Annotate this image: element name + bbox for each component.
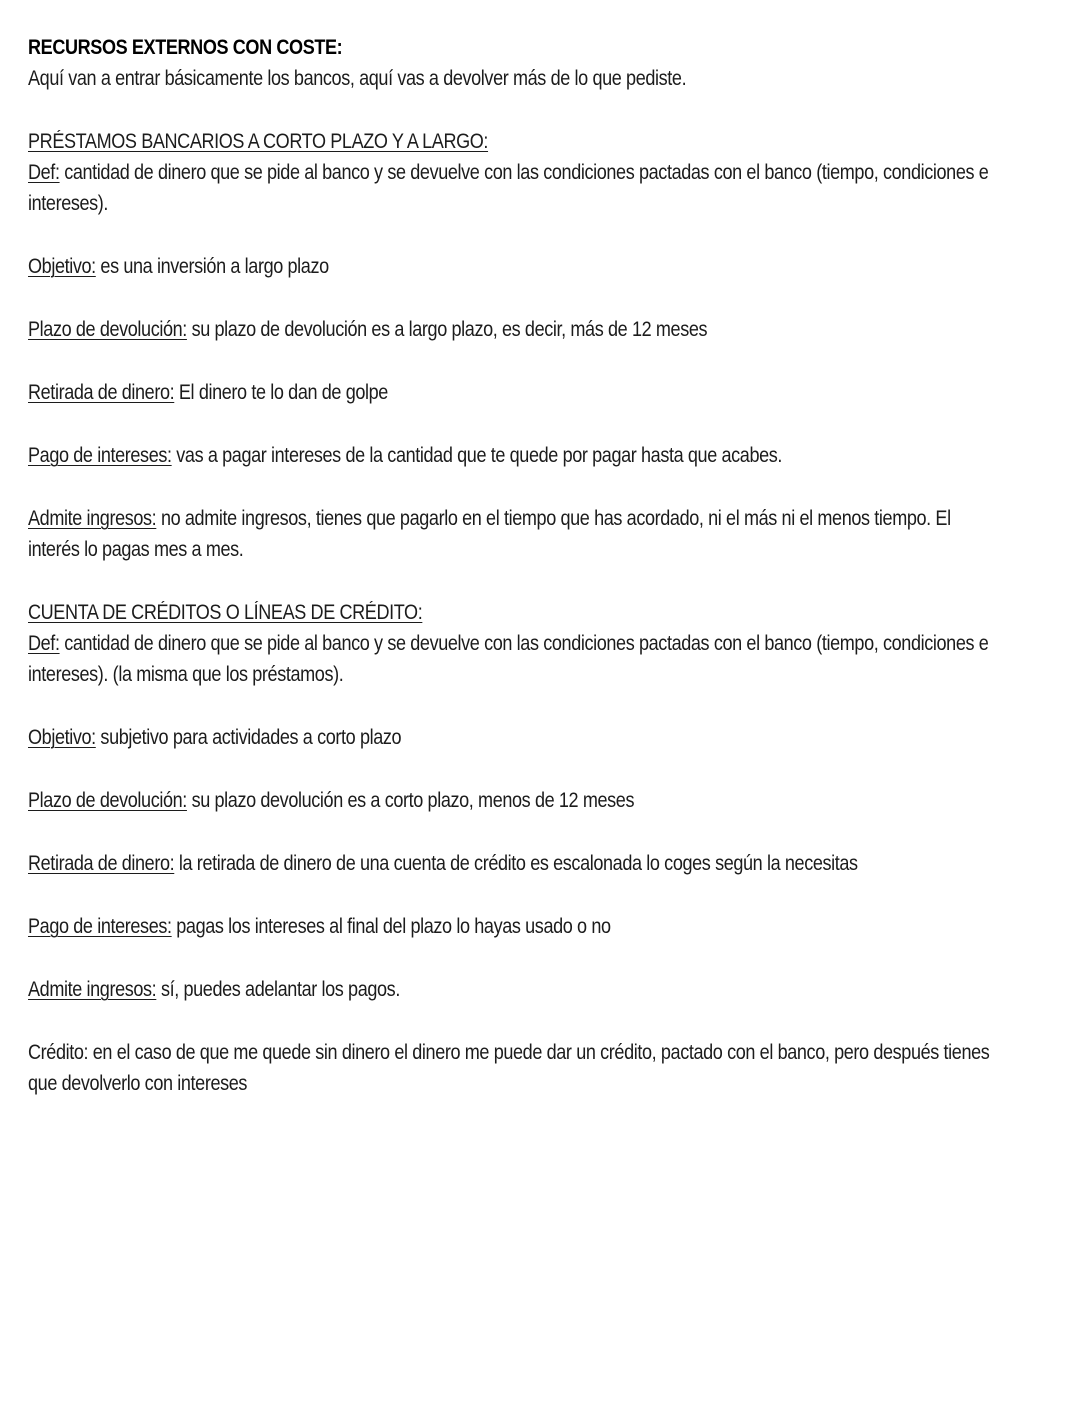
retirada-line bbox=[28, 848, 1056, 879]
section-prestamos bbox=[28, 126, 1058, 565]
admite-line-2: interés lo pagas mes a mes. bbox=[28, 538, 244, 561]
admite-label: Admite ingresos: bbox=[28, 507, 157, 530]
def-line-2: intereses). bbox=[28, 192, 109, 215]
pago-line bbox=[28, 911, 1056, 942]
pago-text: pagas los intereses al final del plazo lo hayas usado o no bbox=[171, 915, 611, 938]
document-title: RECURSOS EXTERNOS CON COSTE: bbox=[28, 36, 343, 59]
pago-text: vas a pagar intereses de la cantidad que te quede por pagar hasta que acabes. bbox=[171, 444, 783, 467]
def-line-2: intereses). (la misma que los préstamos). bbox=[28, 663, 344, 686]
section-heading-prestamos: PRÉSTAMOS BANCARIOS A CORTO PLAZO Y A LARGO: bbox=[28, 130, 489, 153]
def-line-1 bbox=[28, 157, 1056, 188]
plazo-text: su plazo devolución es a corto plazo, menos de 12 meses bbox=[186, 789, 635, 812]
admite-label: Admite ingresos: bbox=[28, 978, 157, 1001]
plazo-label: Plazo de devolución: bbox=[28, 318, 187, 341]
objetivo-line bbox=[28, 722, 1056, 753]
retirada-text: la retirada de dinero de una cuenta de crédito es escalonada lo coges según la necesitas bbox=[174, 852, 858, 875]
retirada-label: Retirada de dinero: bbox=[28, 381, 175, 404]
section-creditos bbox=[28, 597, 1058, 1099]
plazo-line bbox=[28, 314, 1056, 345]
credito-line-1: Crédito: en el caso de que me quede sin dinero el dinero me puede dar un crédito, pactado con el banco, pero después tienes bbox=[28, 1041, 990, 1064]
retirada-line bbox=[28, 377, 1056, 408]
pago-line bbox=[28, 440, 1056, 471]
pago-label: Pago de intereses: bbox=[28, 915, 172, 938]
plazo-text: su plazo de devolución es a largo plazo, es decir, más de 12 meses bbox=[186, 318, 708, 341]
objetivo-label: Objetivo: bbox=[28, 726, 96, 749]
plazo-label: Plazo de devolución: bbox=[28, 789, 187, 812]
credito-line-2: que devolverlo con intereses bbox=[28, 1072, 248, 1095]
pago-label: Pago de intereses: bbox=[28, 444, 172, 467]
objetivo-label: Objetivo: bbox=[28, 255, 96, 278]
objetivo-text: es una inversión a largo plazo bbox=[95, 255, 329, 278]
document-page bbox=[28, 32, 1058, 1099]
objetivo-line bbox=[28, 251, 1056, 282]
admite-line-1 bbox=[28, 503, 1056, 534]
def-text: cantidad de dinero que se pide al banco y se devuelve con las condiciones pactadas con el banco (tiempo, condiciones e bbox=[59, 632, 989, 655]
section-heading-creditos: CUENTA DE CRÉDITOS O LÍNEAS DE CRÉDITO: bbox=[28, 601, 423, 624]
def-text: cantidad de dinero que se pide al banco y se devuelve con las condiciones pactadas con el banco (tiempo, condiciones e bbox=[59, 161, 989, 184]
admite-line bbox=[28, 974, 1056, 1005]
retirada-label: Retirada de dinero: bbox=[28, 852, 175, 875]
def-label: Def: bbox=[28, 161, 60, 184]
def-label: Def: bbox=[28, 632, 60, 655]
admite-text: sí, puedes adelantar los pagos. bbox=[156, 978, 400, 1001]
plazo-line bbox=[28, 785, 1056, 816]
retirada-text: El dinero te lo dan de golpe bbox=[174, 381, 388, 404]
intro-text: Aquí van a entrar básicamente los bancos, aquí vas a devolver más de lo que pediste. bbox=[28, 67, 687, 90]
admite-text: no admite ingresos, tienes que pagarlo en el tiempo que has acordado, ni el más ni el menos tiempo. El bbox=[156, 507, 951, 530]
def-line-1 bbox=[28, 628, 1056, 659]
objetivo-text: subjetivo para actividades a corto plazo bbox=[95, 726, 402, 749]
